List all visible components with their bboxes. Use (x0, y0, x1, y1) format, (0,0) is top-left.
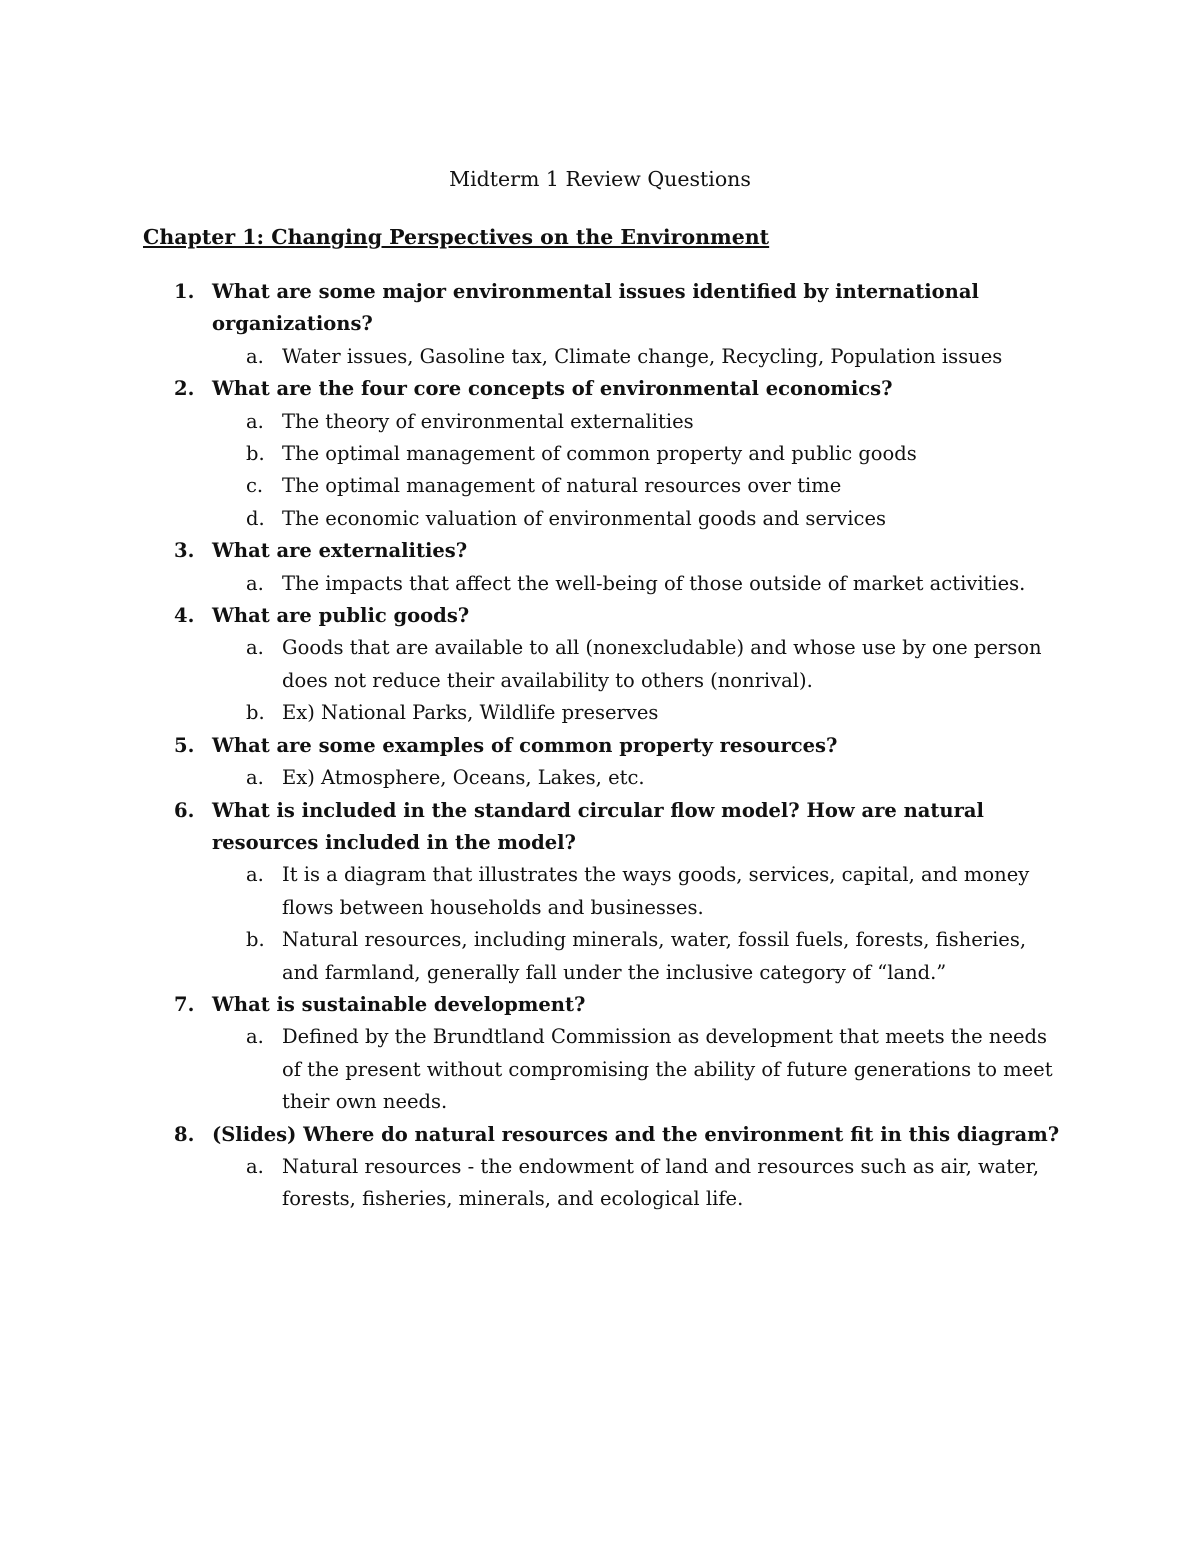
answer-item (212, 697, 1062, 729)
question-item (0, 730, 1072, 795)
answer-text: Defined by the Brundtland Commission as development that meets the needs of the present without compromising the ability of future generations to meet their own needs. (282, 1025, 1053, 1114)
answer-label: a. (246, 636, 264, 660)
document-title: Midterm 1 Review Questions (449, 167, 751, 191)
question-number: 8. (174, 1122, 195, 1146)
answer-item (212, 924, 1062, 989)
question-number: 4. (174, 604, 195, 628)
answer-text: Ex) Atmosphere, Oceans, Lakes, etc. (282, 766, 645, 790)
question-number: 7. (174, 992, 195, 1016)
answer-label: a. (246, 1025, 264, 1049)
answer-label: b. (246, 701, 265, 725)
answer-item (212, 568, 1062, 600)
answer-text: The impacts that affect the well-being of those outside of market activities. (282, 571, 1026, 595)
question-item (0, 600, 1072, 730)
answer-label: d. (246, 506, 265, 530)
answer-item (212, 1021, 1062, 1118)
answer-list (212, 1151, 1072, 1216)
answer-label: a. (246, 1154, 264, 1178)
question-text: What are some major environmental issues identified by international organizations? (212, 280, 979, 336)
answer-label: b. (246, 442, 265, 466)
answer-text: Natural resources, including minerals, water, fossil fuels, forests, fisheries, and farmland, generally fall under the inclusive category of “land.” (282, 928, 1027, 984)
question-item (0, 373, 1072, 535)
answer-text: The economic valuation of environmental goods and services (282, 506, 887, 530)
answer-list (212, 762, 1072, 794)
answer-item (212, 470, 1062, 502)
question-text: What are public goods? (212, 604, 470, 628)
question-number: 1. (174, 280, 195, 303)
question-number: 3. (174, 539, 195, 563)
question-text: What are some examples of common property resources? (212, 733, 838, 757)
answer-list (212, 632, 1072, 729)
answer-item (212, 762, 1062, 794)
answer-item (212, 632, 1062, 697)
question-text: What are externalities? (212, 539, 468, 563)
chapter-heading: Chapter 1: Changing Perspectives on the Environment (143, 225, 770, 249)
answer-label: c. (246, 474, 264, 498)
question-text: What are the four core concepts of environmental economics? (212, 377, 893, 401)
answer-item (212, 406, 1062, 438)
answer-label: a. (246, 766, 264, 790)
answer-text: Goods that are available to all (nonexcludable) and whose use by one person does not reduce their availability to others (nonrival). (282, 636, 1042, 692)
question-text: What is included in the standard circular flow model? How are natural resources included in the model? (212, 798, 984, 854)
answer-item (212, 438, 1062, 470)
question-number: 6. (174, 798, 195, 822)
question-item (0, 276, 1072, 373)
answer-text: Natural resources - the endowment of land and resources such as air, water, forests, fisheries, minerals, and ecological life. (282, 1154, 1040, 1211)
question-item (0, 795, 1072, 989)
answer-item (212, 341, 1062, 373)
question-item (0, 535, 1072, 600)
answer-item (212, 1151, 1062, 1216)
question-item (0, 1119, 1072, 1216)
answer-label: a. (246, 344, 264, 368)
answer-list (212, 568, 1072, 600)
question-text: (Slides) Where do natural resources and the environment fit in this diagram? (212, 1122, 1060, 1146)
answer-item (212, 859, 1062, 924)
answer-list (212, 406, 1072, 536)
question-item (0, 989, 1072, 1119)
answer-text: The optimal management of natural resources over time (282, 474, 842, 498)
answer-text: It is a diagram that illustrates the ways goods, services, capital, and money flows between households and businesses. (282, 863, 1030, 919)
answer-item (212, 503, 1062, 535)
answer-text: The theory of environmental externalities (282, 409, 694, 433)
answer-list (212, 341, 1072, 373)
answer-label: b. (246, 928, 265, 952)
question-text: What is sustainable development? (212, 992, 586, 1016)
answer-list (212, 859, 1072, 989)
answer-text: Ex) National Parks, Wildlife preserves (282, 701, 659, 725)
answer-label: a. (246, 409, 264, 433)
answer-label: a. (246, 571, 264, 595)
question-number: 5. (174, 733, 195, 757)
answer-list (212, 1021, 1072, 1118)
answer-label: a. (246, 863, 264, 887)
question-list (0, 276, 1200, 1216)
answer-text: The optimal management of common property and public goods (282, 442, 917, 466)
question-number: 2. (174, 377, 195, 401)
answer-text: Water issues, Gasoline tax, Climate change, Recycling, Population issues (282, 344, 1003, 368)
